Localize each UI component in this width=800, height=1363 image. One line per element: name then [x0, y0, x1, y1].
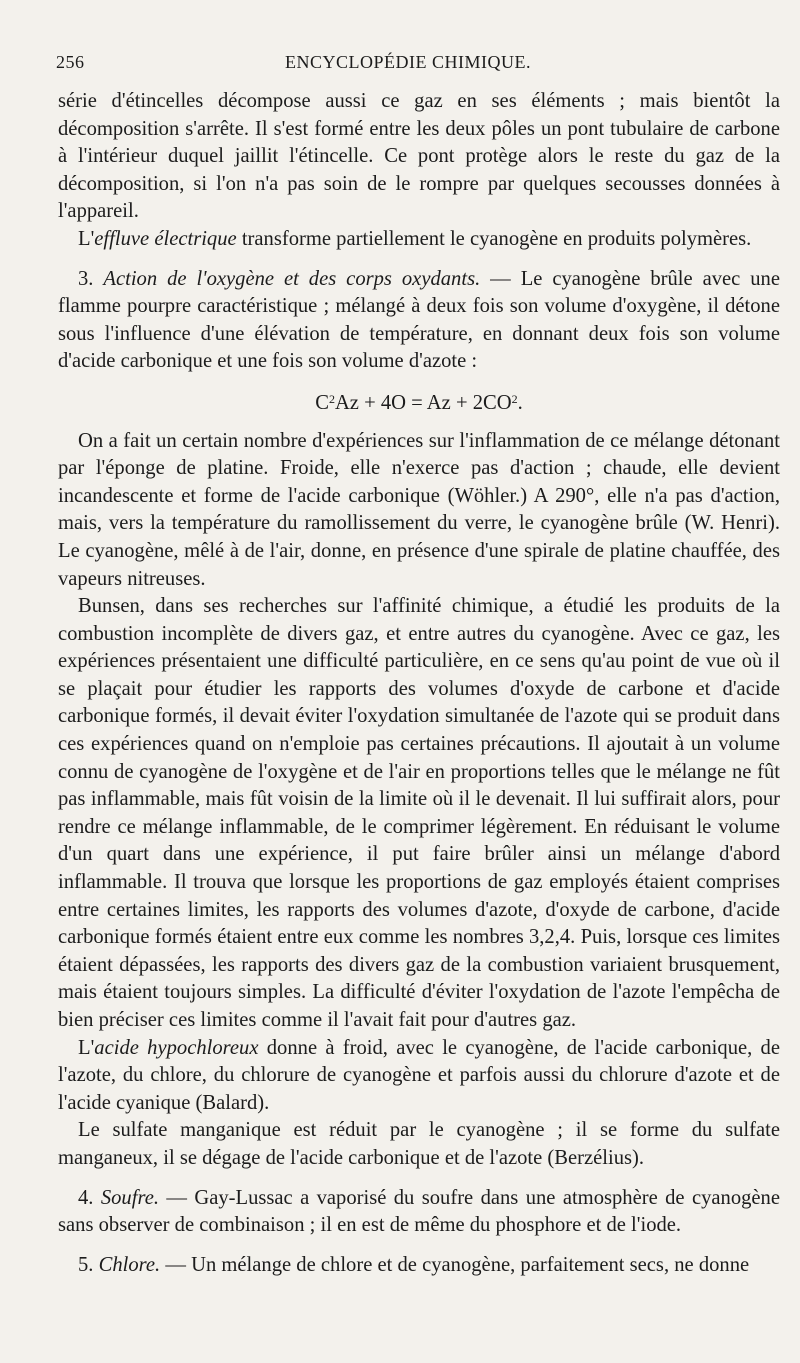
- section-number: 3.: [78, 267, 104, 290]
- paragraph-continuation: série d'étincelles décompose aussi ce gaz en ses éléments ; mais bientôt la décomposition s'arrête. Il s'est formé entre les deux pôles un pont tubulaire de carbone à l'intérieur duquel jaillit l'étincelle. Ce pont protège alors le reste du gaz de la décomposition, si l'on n'a pas soin de le rompre par quelques secousses données à l'appareil.: [58, 90, 780, 223]
- paragraph-text: donne à froid, avec le cyanogène, de l'acide carbonique, de l'azote, du chlore, du chlorure de cyanogène et parfois aussi du chlorure d'azote et de l'acide cyanique (Balard).: [58, 1036, 780, 1114]
- page-number: 256: [56, 52, 85, 72]
- formula-superscript: 2: [511, 391, 518, 406]
- paragraph-text: — Le cyanogène brûle avec une flamme pourpre caractéristique ; mélangé à deux fois son volume d'oxygène, il détone sous l'influence d'une élévation de température, en donnant deux fois son volume d'acide carbonique et une fois son volume d'azote :: [58, 267, 780, 373]
- section-number: 5.: [78, 1253, 99, 1276]
- paragraph-lead: L': [78, 227, 95, 250]
- italic-term: effluve électrique: [94, 227, 237, 250]
- section-number: 4.: [78, 1186, 101, 1209]
- page-header: [56, 52, 760, 78]
- section-3-oxygen: [58, 266, 780, 376]
- paragraph-text: — Gay-Lussac a vaporisé du soufre dans une atmosphère de cyanogène sans observer de combinaison ; il en est de même du phosphore et de l'iode.: [58, 1186, 780, 1237]
- section-heading: Soufre.: [100, 1186, 159, 1209]
- paragraph-text: transforme partiellement le cyanogène en produits polymères.: [236, 227, 752, 250]
- section-heading: Chlore.: [98, 1253, 161, 1276]
- paragraph-bunsen: Bunsen, dans ses recherches sur l'affinité chimique, a étudié les produits de la combustion incomplète de divers gaz, et entre autres du cyanogène. Avec ce gaz, les expériences présentaient une difficulté particulière, en ce sens qu'au point de vue où il se plaçait pour étudier les rapports des volumes d'oxyde de carbone et d'acide carbonique formés, il devait éviter l'oxydation simultanée de l'azote qui se produit dans ces expériences quand on n'emploie pas certaines précautions. Il ajoutait à un volume connu de cyanogène de l'oxygène et de l'air en proportions telles que le mélange ne fût pas inflammable, mais fût voisin de la limite où il le devenait. Il lui suffirait alors, pour rendre ce mélange inflammable, de le comprimer légèrement. En réduisant le volume d'un quart dans une expérience, il put faire brûler ainsi un mélange d'abord inflammable. Il trouva que lorsque les proportions de gaz employés étaient comprises entre certaines limites, les rapports des volumes d'azote, d'oxyde de carbone, d'acide carbonique formés étaient entre eux comme les nombres 3,2,4. Puis, lorsque ces limites étaient dépassées, les rapports des divers gaz de la combustion variaient brusquement, mais étaient toujours simples. La difficulté d'éviter l'oxydation de l'azote l'empêcha de bien préciser ces limites comme il l'avait fait pour d'autres gaz.: [58, 595, 780, 1031]
- formula-part: Az + 4O = Az + 2CO: [334, 391, 512, 414]
- formula-part: C: [315, 391, 329, 414]
- chemical-formula: [58, 390, 780, 418]
- section-heading: Action de l'oxygène et des corps oxydants.: [103, 267, 481, 290]
- section-5-chlorine: [58, 1252, 780, 1280]
- formula-superscript: 2: [328, 391, 335, 406]
- italic-term: acide hypochloreux: [94, 1036, 259, 1059]
- page-body: [58, 88, 780, 1279]
- section-4-sulfur: [58, 1185, 780, 1240]
- paragraph-text: — Un mélange de chlore et de cyanogène, parfaitement secs, ne donne: [160, 1253, 750, 1276]
- paragraph-effluve: [58, 226, 780, 254]
- paragraph-hypochlorous: [58, 1035, 780, 1118]
- formula-part: .: [517, 391, 523, 414]
- paragraph-platinum: On a fait un certain nombre d'expériences sur l'inflammation de ce mélange détonant par l'éponge de platine. Froide, elle n'exerce pas d'action ; chaude, elle devient incandescente et forme de l'acide carbonique (Wöhler.) A 290°, elle n'a pas d'action, mais, vers la température du ramollissement du verre, le cyanogène brûle (W. Henri). Le cyanogène, mêlé à de l'air, donne, en présence d'une spirale de platine chauffée, des vapeurs nitreuses.: [58, 429, 780, 590]
- paragraph-manganese: Le sulfate manganique est réduit par le cyanogène ; il se forme du sulfate manganeux, il se dégage de l'acide carbonique et de l'azote (Berzélius).: [58, 1119, 780, 1169]
- paragraph-lead: L': [78, 1036, 95, 1059]
- running-title: ENCYCLOPÉDIE CHIMIQUE.: [285, 52, 531, 72]
